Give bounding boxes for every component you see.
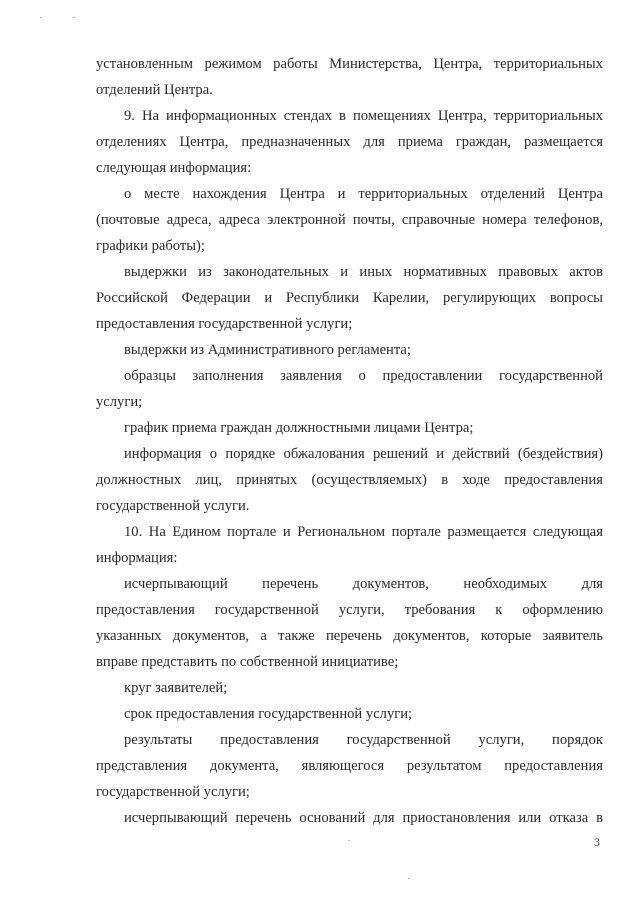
text-line: указанных документов, а также перечень документов, которые заявитель [96,628,603,644]
text-line: следующая информация: [96,160,252,176]
text-line: информация о порядке обжалования решений и действий (бездействия) [124,446,603,462]
scan-speck [348,840,350,841]
scan-speck [73,17,75,18]
text-line: выдержки из Административного регламента; [124,342,411,358]
text-line: о месте нахождения Центра и территориальных отделений Центра [124,186,603,202]
text-line: государственной услуги. [96,498,250,514]
text-line: исчерпывающий перечень оснований для приостановления или отказа в [124,810,603,826]
text-line: круг заявителей; [124,680,228,696]
text-line: отделениях Центра, предназначенных для приема граждан, размещается [96,134,603,150]
text-line: выдержки из законодательных и иных нормативных правовых актов [124,264,603,280]
page-number: 3 [594,835,600,849]
text-line: отделений Центра. [96,82,213,98]
text-line: график приема граждан должностными лицами Центра; [124,420,474,436]
text-line: информация: [96,550,178,566]
text-line: представления документа, являющегося результатом предоставления [96,758,603,774]
text-line: (почтовые адреса, адреса электронной почты, справочные номера телефонов, [96,212,603,228]
text-line: 10. На Едином портале и Региональном портале размещается следующая [124,524,603,540]
text-line: предоставления государственной услуги; [96,316,353,332]
text-line: исчерпывающий перечень документов, необходимых для [124,576,603,592]
text-line: должностных лиц, принятых (осуществляемых) в ходе предоставления [96,472,603,488]
text-line: предоставления государственной услуги, требования к оформлению [96,602,603,618]
scan-speck [40,17,42,18]
text-line: услуги; [96,394,143,410]
text-line: 9. На информационных стендах в помещениях Центра, территориальных [124,108,603,124]
text-line: срок предоставления государственной услуги; [124,706,413,722]
text-line: результаты предоставления государственной услуги, порядок [124,732,603,748]
text-line: образцы заполнения заявления о предоставлении государственной [124,368,603,384]
scan-speck [408,878,410,879]
text-line: государственной услуги; [96,784,250,800]
text-line: установленным режимом работы Министерства, Центра, территориальных [96,56,603,72]
text-line: графики работы); [96,238,205,254]
text-line: вправе представить по собственной инициативе; [96,654,399,670]
text-line: Российской Федерации и Республики Карелии, регулирующих вопросы [96,290,603,306]
